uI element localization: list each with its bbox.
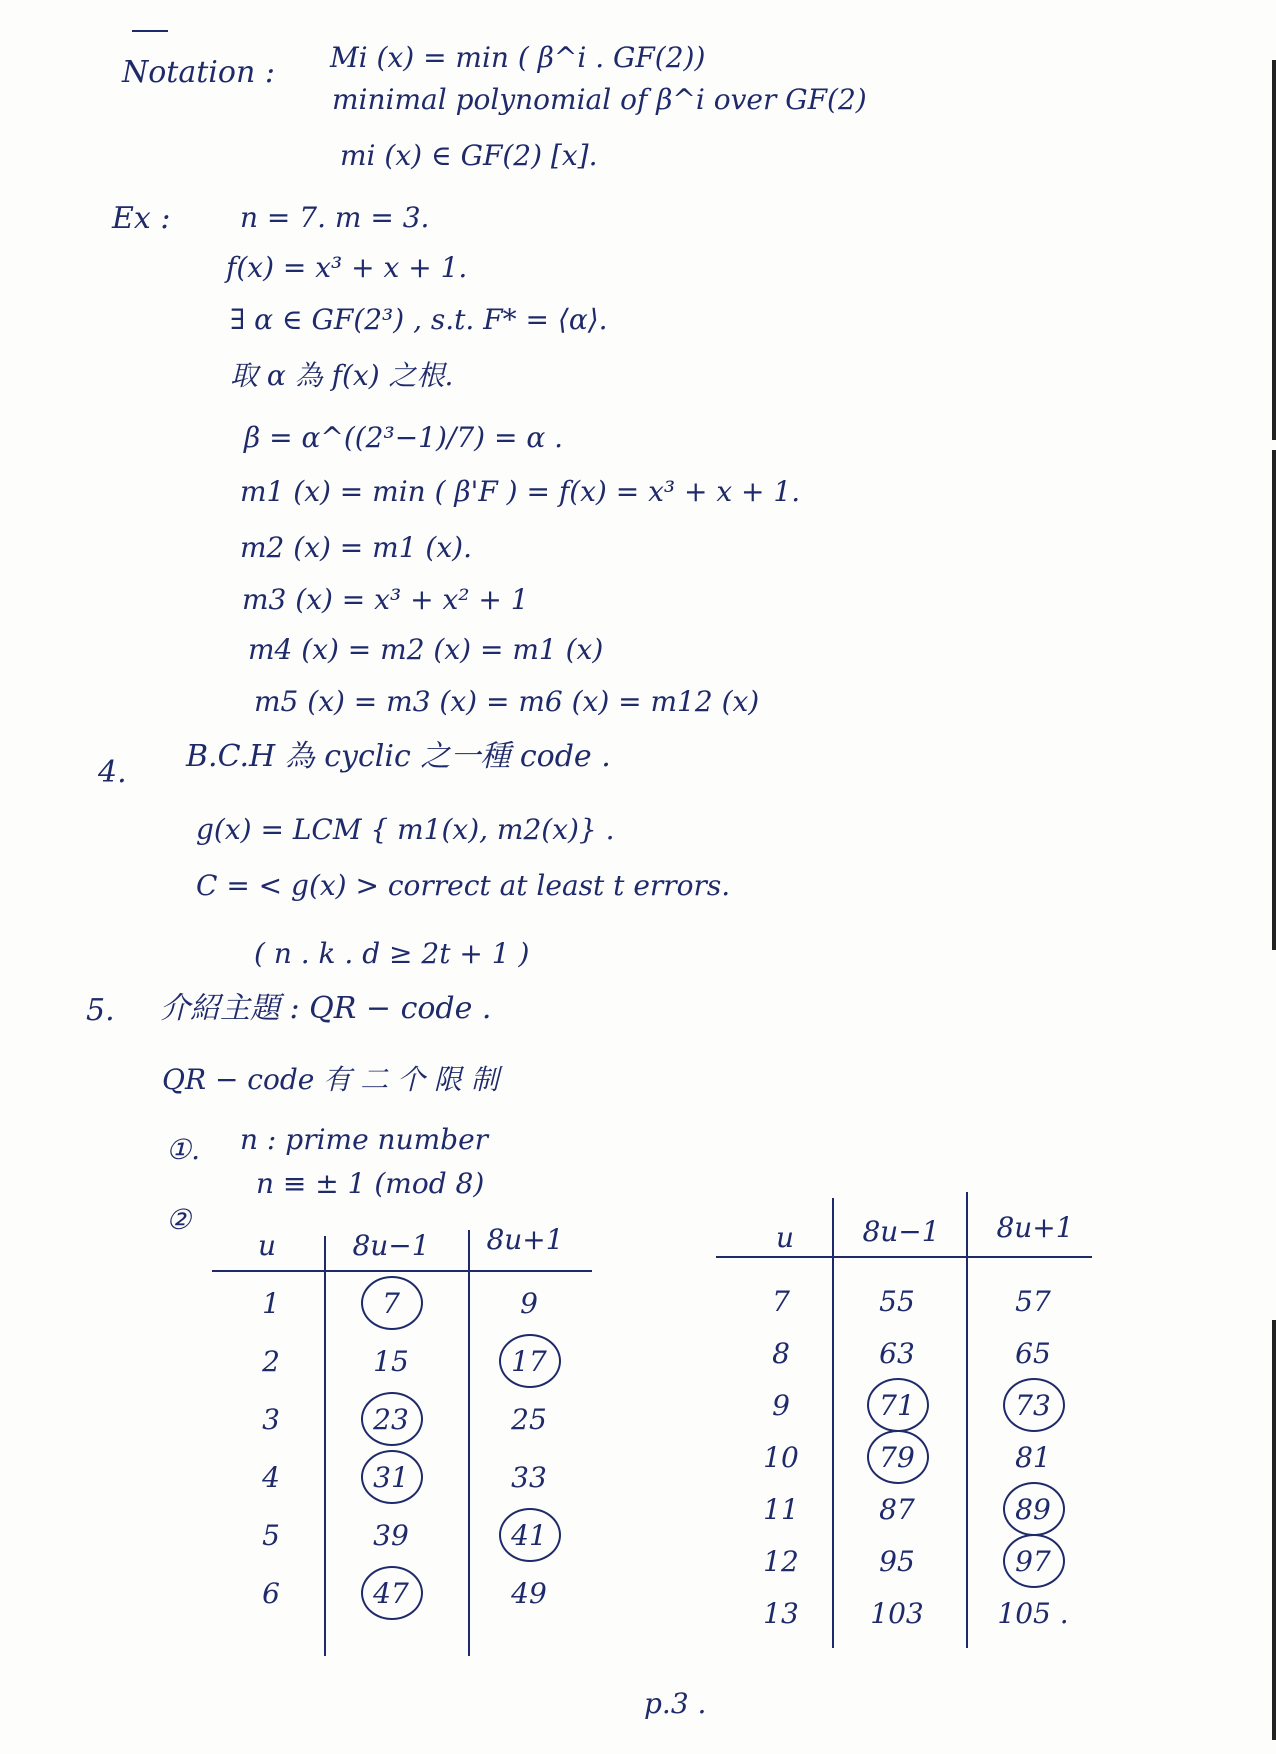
example-m1: m1 (x) = min ( β'F ) = f(x) = x³ + x + 1. <box>240 475 801 508</box>
notation-label: Notation : <box>122 55 275 90</box>
scan-edge-mark <box>1272 60 1276 440</box>
table-cell-u: 2 <box>262 1345 280 1378</box>
table-cell-u: 6 <box>262 1577 280 1610</box>
table-cell-b: 57 <box>1015 1285 1051 1318</box>
table-cell-u: 11 <box>763 1493 799 1526</box>
section4-title: B.C.H 為 cyclic 之一種 code . <box>186 739 611 774</box>
table-cell-a: 79 <box>879 1441 915 1474</box>
circle-mark <box>1003 1378 1065 1432</box>
notation-description: minimal polynomial of β^i over GF(2) <box>332 83 867 116</box>
circle-mark <box>361 1450 423 1504</box>
table-cell-a: 23 <box>373 1403 409 1436</box>
circle-mark <box>499 1334 561 1388</box>
circle-mark <box>867 1378 929 1432</box>
table-cell-u: 3 <box>262 1403 280 1436</box>
scan-edge-mark <box>1272 1320 1276 1740</box>
table-right-header-b: 8u+1 <box>996 1211 1074 1244</box>
notation-membership: mi (x) ∈ GF(2) [x]. <box>340 139 598 172</box>
table-cell-a: 7 <box>382 1287 400 1320</box>
condition2-text: n ≡ ± 1 (mod 8) <box>256 1167 485 1200</box>
table-right-divider-1 <box>832 1198 834 1648</box>
table-cell-u: 8 <box>772 1337 790 1370</box>
circle-mark <box>499 1508 561 1562</box>
circle-mark <box>361 1392 423 1446</box>
table-left-header-b: 8u+1 <box>486 1223 564 1256</box>
scan-edge-mark <box>1272 450 1276 950</box>
table-right-header-rule <box>716 1256 1092 1258</box>
section4-code: C = < g(x) > correct at least t errors. <box>196 869 731 902</box>
table-cell-a: 63 <box>879 1337 915 1370</box>
top-dash <box>132 30 168 32</box>
table-right-divider-2 <box>966 1192 968 1648</box>
table-cell-b: 9 <box>520 1287 538 1320</box>
circle-mark <box>1003 1482 1065 1536</box>
example-beta: β = α^((2³−1)/7) = α . <box>244 421 564 454</box>
table-cell-a: 55 <box>879 1285 915 1318</box>
table-cell-a: 31 <box>373 1461 409 1494</box>
table-cell-a: 47 <box>373 1577 409 1610</box>
table-cell-a: 39 <box>373 1519 409 1552</box>
circle-mark <box>867 1430 929 1484</box>
example-m2: m2 (x) = m1 (x). <box>240 531 472 564</box>
section5-limits: QR − code 有 二 个 限 制 <box>162 1063 499 1096</box>
table-cell-a: 87 <box>879 1493 915 1526</box>
table-left-header-u: u <box>257 1229 277 1262</box>
table-right-header-u: u <box>775 1221 795 1254</box>
table-cell-b: 33 <box>511 1461 547 1494</box>
section4-generator: g(x) = LCM { m1(x), m2(x)} . <box>196 813 615 846</box>
condition1-text: n : prime number <box>240 1123 489 1156</box>
table-cell-b: 97 <box>1015 1545 1051 1578</box>
table-cell-u: 1 <box>262 1287 280 1320</box>
table-cell-a: 95 <box>879 1545 915 1578</box>
example-exists: ∃ α ∈ GF(2³) , s.t. F* = ⟨α⟩. <box>230 303 608 336</box>
notation-definition: Mi (x) = min ( β^i . GF(2)) <box>330 41 706 74</box>
table-cell-b: 17 <box>511 1345 547 1378</box>
condition2-mark: ② <box>166 1203 192 1236</box>
table-cell-b: 49 <box>511 1577 547 1610</box>
example-m4: m4 (x) = m2 (x) = m1 (x) <box>248 633 604 666</box>
section4-number: 4. <box>98 755 127 790</box>
example-take-root: 取 α 為 f(x) 之根. <box>230 359 454 392</box>
example-label: Ex : <box>112 201 171 236</box>
example-m5: m5 (x) = m3 (x) = m6 (x) = m12 (x) <box>254 685 760 718</box>
table-cell-u: 12 <box>763 1545 799 1578</box>
table-right-header-a: 8u−1 <box>862 1215 940 1248</box>
table-cell-u: 5 <box>262 1519 280 1552</box>
table-left-header-rule <box>212 1270 592 1272</box>
example-m3: m3 (x) = x³ + x² + 1 <box>242 583 529 616</box>
example-params: n = 7. m = 3. <box>240 201 430 234</box>
table-left-divider-1 <box>324 1236 326 1656</box>
table-cell-a: 71 <box>879 1389 915 1422</box>
table-cell-b: 73 <box>1015 1389 1051 1422</box>
table-cell-b: 41 <box>511 1519 547 1552</box>
table-cell-b: 65 <box>1015 1337 1051 1370</box>
table-cell-u: 7 <box>772 1285 790 1318</box>
circle-mark <box>361 1566 423 1620</box>
page-number: p.3 . <box>644 1687 707 1720</box>
table-cell-u: 10 <box>763 1441 799 1474</box>
table-left-divider-2 <box>468 1230 470 1656</box>
section4-params: ( n . k . d ≥ 2t + 1 ) <box>254 937 530 970</box>
condition1-mark: ①. <box>166 1133 201 1166</box>
circle-mark <box>1003 1534 1065 1588</box>
example-fx: f(x) = x³ + x + 1. <box>226 251 468 284</box>
table-cell-b: 89 <box>1015 1493 1051 1526</box>
table-cell-b: 105 . <box>997 1597 1069 1630</box>
table-cell-u: 4 <box>262 1461 280 1494</box>
table-cell-b: 25 <box>511 1403 547 1436</box>
section5-title: 介紹主題 : QR − code . <box>160 991 492 1026</box>
table-cell-u: 9 <box>772 1389 790 1422</box>
table-left-header-a: 8u−1 <box>352 1229 430 1262</box>
table-cell-a: 103 <box>870 1597 924 1630</box>
table-cell-u: 13 <box>763 1597 799 1630</box>
section5-number: 5. <box>86 993 115 1028</box>
circle-mark <box>361 1276 423 1330</box>
table-cell-a: 15 <box>373 1345 409 1378</box>
table-cell-b: 81 <box>1015 1441 1051 1474</box>
